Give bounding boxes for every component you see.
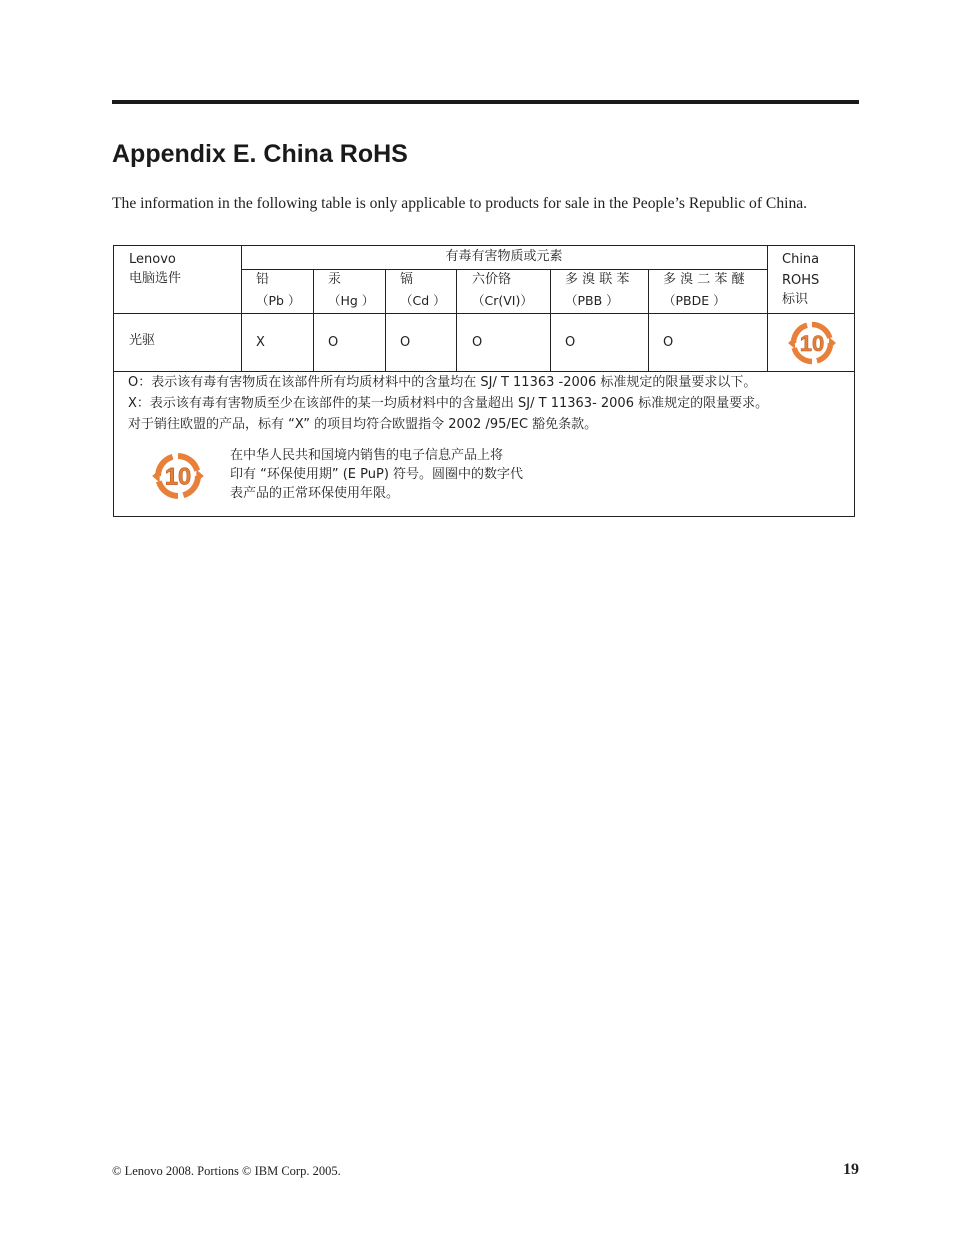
mark-line2: ROHS xyxy=(782,273,820,288)
rohs-table xyxy=(113,245,855,517)
note-x: X：表示该有毒有害物质至少在该部件的某一均质材料中的含量超出 SJ/ T 11363- 2006 标准规定的限量要求。 xyxy=(128,396,769,411)
page-title: Appendix E. China RoHS xyxy=(112,140,408,168)
col-divider xyxy=(767,246,768,371)
value-cd: O xyxy=(400,335,411,350)
col-name-pb: 铅 xyxy=(256,272,270,287)
efup-logo-large-icon xyxy=(148,448,208,504)
row-divider xyxy=(114,313,854,314)
intro-paragraph: The information in the following table is only applicable to products for sale in the People’s Republic of China. xyxy=(112,195,808,212)
col-symbol-cr: （Cr(VI)） xyxy=(472,293,533,308)
logo-number-large: 10 xyxy=(164,464,192,491)
col-divider xyxy=(385,269,386,371)
note-o: O：表示该有毒有害物质在该部件所有均质材料中的含量均在 SJ/ T 11363 -2006 标准规定的限量要求以下。 xyxy=(128,375,757,390)
corner-line1: Lenovo xyxy=(129,252,176,267)
col-symbol-cd: （Cd ） xyxy=(400,293,446,308)
col-symbol-pbb: （PBB ） xyxy=(565,293,619,308)
mark-line1: China xyxy=(782,252,820,267)
page-number: 19 xyxy=(843,1161,859,1178)
efup-logo-icon xyxy=(785,317,839,369)
col-divider xyxy=(648,269,649,371)
logo-number: 10 xyxy=(799,331,825,356)
col-name-pbde: 多 溴 二 苯 醚 xyxy=(663,272,745,287)
corner-line2: 电脑选件 xyxy=(129,271,182,286)
col-divider xyxy=(456,269,457,371)
epup-line2: 印有 “环保使用期” (E PuP) 符号。圆圈中的数字代 xyxy=(230,467,524,482)
col-name-cd: 镉 xyxy=(400,272,414,287)
epup-line1: 在中华人民共和国境内销售的电子信息产品上将 xyxy=(230,448,504,463)
note-eu: 对于销往欧盟的产品，标有 “X” 的项目均符合欧盟指令 2002 /95/EC 豁免条款。 xyxy=(128,417,598,432)
col-symbol-pbde: （PBDE ） xyxy=(663,293,726,308)
header-rule xyxy=(112,100,859,104)
row-label: 光驱 xyxy=(129,333,156,348)
col-symbol-pb: （Pb ） xyxy=(256,293,301,308)
col-symbol-hg: （Hg ） xyxy=(328,293,375,308)
group-header: 有毒有害物质或元素 xyxy=(445,249,563,264)
value-pb: X xyxy=(256,335,265,350)
value-pbde: O xyxy=(663,335,674,350)
epup-line3: 表产品的正常环保使用年限。 xyxy=(230,486,400,501)
mark-line3: 标识 xyxy=(782,292,809,307)
col-name-pbb: 多 溴 联 苯 xyxy=(565,272,630,287)
col-name-hg: 汞 xyxy=(328,272,342,287)
value-cr: O xyxy=(472,335,483,350)
col-name-cr: 六价铬 xyxy=(472,272,512,287)
row-divider xyxy=(114,371,854,372)
col-divider xyxy=(313,269,314,371)
footer-copyright: © Lenovo 2008. Portions © IBM Corp. 2005. xyxy=(112,1164,341,1178)
value-pbb: O xyxy=(565,335,576,350)
col-divider xyxy=(550,269,551,371)
value-hg: O xyxy=(328,335,339,350)
